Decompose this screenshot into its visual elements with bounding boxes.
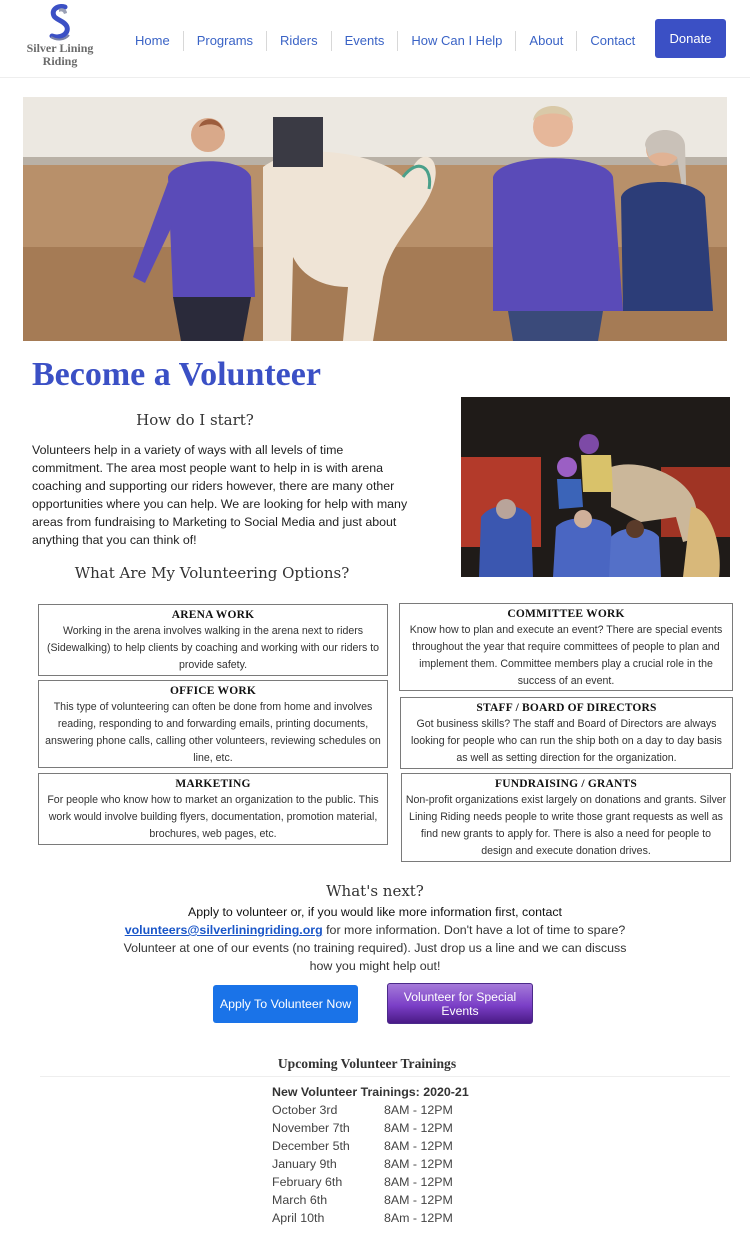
volunteers-photo-illustration xyxy=(461,397,730,577)
training-row xyxy=(272,1157,492,1175)
intro-paragraph: Volunteers help in a variety of ways with all levels of time commitment. The area most people want to help in is with arena coaching and supporting our riders however, there are many other opportunities where you can help. We are looking for help with many areas from fundraising to Marketing to Social Media and just about anything that you can think of! xyxy=(32,443,408,547)
training-date: October 3rd xyxy=(272,1103,338,1117)
trainings-heading: Upcoming Volunteer Trainings xyxy=(277,1056,457,1071)
training-time: 8AM - 12PM xyxy=(384,1193,453,1207)
training-date: December 5th xyxy=(272,1139,350,1153)
option-title: COMMITTEE WORK xyxy=(507,608,625,620)
site-header xyxy=(0,0,750,78)
horse-logo-icon xyxy=(45,4,75,42)
option-arena-work xyxy=(38,604,388,676)
option-committee-work xyxy=(399,603,733,691)
training-date: January 9th xyxy=(272,1157,337,1171)
next-line-1: Apply to volunteer or, if you would like more information first, contact xyxy=(188,905,562,919)
training-time: 8AM - 12PM xyxy=(384,1175,453,1189)
site-logo[interactable] xyxy=(22,4,98,74)
training-time: 8AM - 12PM xyxy=(384,1139,453,1153)
page-title: Become a Volunteer xyxy=(32,356,321,393)
option-title: FUNDRAISING / GRANTS xyxy=(494,778,638,790)
training-time: 8AM - 12PM xyxy=(384,1103,453,1117)
nav-contact[interactable]: Contact xyxy=(576,31,648,51)
training-date: March 6th xyxy=(272,1193,328,1207)
whats-next-paragraph xyxy=(120,903,630,975)
option-title: STAFF / BOARD OF DIRECTORS xyxy=(476,702,657,714)
volunteers-photo xyxy=(461,397,730,577)
option-text: Got business skills? The staff and Board of Directors are always looking for people who can run the ship both on a day to day basis as well as setting direction for the organization. xyxy=(411,718,722,764)
logo-text-line1: Silver Lining xyxy=(26,41,94,55)
training-row xyxy=(272,1175,492,1193)
option-title: OFFICE WORK xyxy=(169,685,256,697)
option-text: Know how to plan and execute an event? There are special events throughout the year that require committees of people to plan and implement them. Committee members play a crucial role in the success of an event. xyxy=(409,624,723,687)
next-line-2: for more information. Don't have a lot of time to spare? Volunteer at one of our events (no training required). Just drop us a line and we can discuss how you might help out! xyxy=(123,923,627,973)
training-row xyxy=(272,1139,492,1157)
training-row xyxy=(272,1103,492,1121)
option-marketing xyxy=(38,773,388,845)
option-title: MARKETING xyxy=(175,778,251,790)
whats-next-heading: What's next? xyxy=(326,882,424,900)
training-time: 8AM - 12PM xyxy=(384,1157,453,1171)
trainings-subheading: New Volunteer Trainings: 2020-21 xyxy=(272,1085,469,1099)
option-title: ARENA WORK xyxy=(171,609,255,621)
training-date: November 7th xyxy=(272,1121,350,1135)
hero-photo-illustration xyxy=(23,97,727,341)
main-nav xyxy=(122,30,648,52)
training-row xyxy=(272,1211,492,1229)
option-office-work xyxy=(38,680,388,768)
hero-image xyxy=(23,97,727,341)
training-date: February 6th xyxy=(272,1175,343,1189)
option-fundraising-grants xyxy=(401,773,731,862)
training-row xyxy=(272,1193,492,1211)
nav-about[interactable]: About xyxy=(515,31,576,51)
nav-home[interactable]: Home xyxy=(135,33,170,48)
option-text: Working in the arena involves walking in the arena next to riders (Sidewalking) to help clients by coaching and working with our riders to provide safety. xyxy=(46,625,380,671)
logo-text-line2: Riding xyxy=(42,54,78,68)
how-to-start-heading: How do I start? xyxy=(136,411,254,429)
volunteer-email-link[interactable]: volunteers@silverliningriding.org xyxy=(124,923,323,937)
nav-how-can-i-help[interactable]: How Can I Help xyxy=(397,31,515,51)
option-text: Non-profit organizations exist largely on donations and grants. Silver Lining Riding needs people to write those grant requests as well as find new grants to apply for. There is also a need for people to design and execute donation drives. xyxy=(405,794,727,857)
training-date: April 10th xyxy=(272,1211,325,1225)
apply-to-volunteer-button[interactable]: Apply To Volunteer Now xyxy=(213,985,358,1023)
training-time: 8Am - 12PM xyxy=(384,1211,453,1225)
option-text: This type of volunteering can often be done from home and involves reading, responding to and forwarding emails, printing documents, answering phone calls, calling other volunteers, reviewing schedules on line, etc. xyxy=(45,701,381,764)
option-staff-board xyxy=(400,697,733,769)
training-row xyxy=(272,1121,492,1139)
nav-events[interactable]: Events xyxy=(331,31,398,51)
donate-button[interactable]: Donate xyxy=(655,19,726,58)
nav-programs[interactable]: Programs xyxy=(183,31,266,51)
nav-riders[interactable]: Riders xyxy=(266,31,331,51)
option-text: For people who know how to market an organization to the public. This work would involve building flyers, documentation, promotion material, brochures, web pages, etc. xyxy=(47,794,379,840)
volunteer-special-events-button[interactable]: Volunteer for Special Events xyxy=(387,983,533,1024)
training-time: 8AM - 12PM xyxy=(384,1121,453,1135)
options-heading: What Are My Volunteering Options? xyxy=(74,564,350,582)
divider xyxy=(40,1076,730,1077)
